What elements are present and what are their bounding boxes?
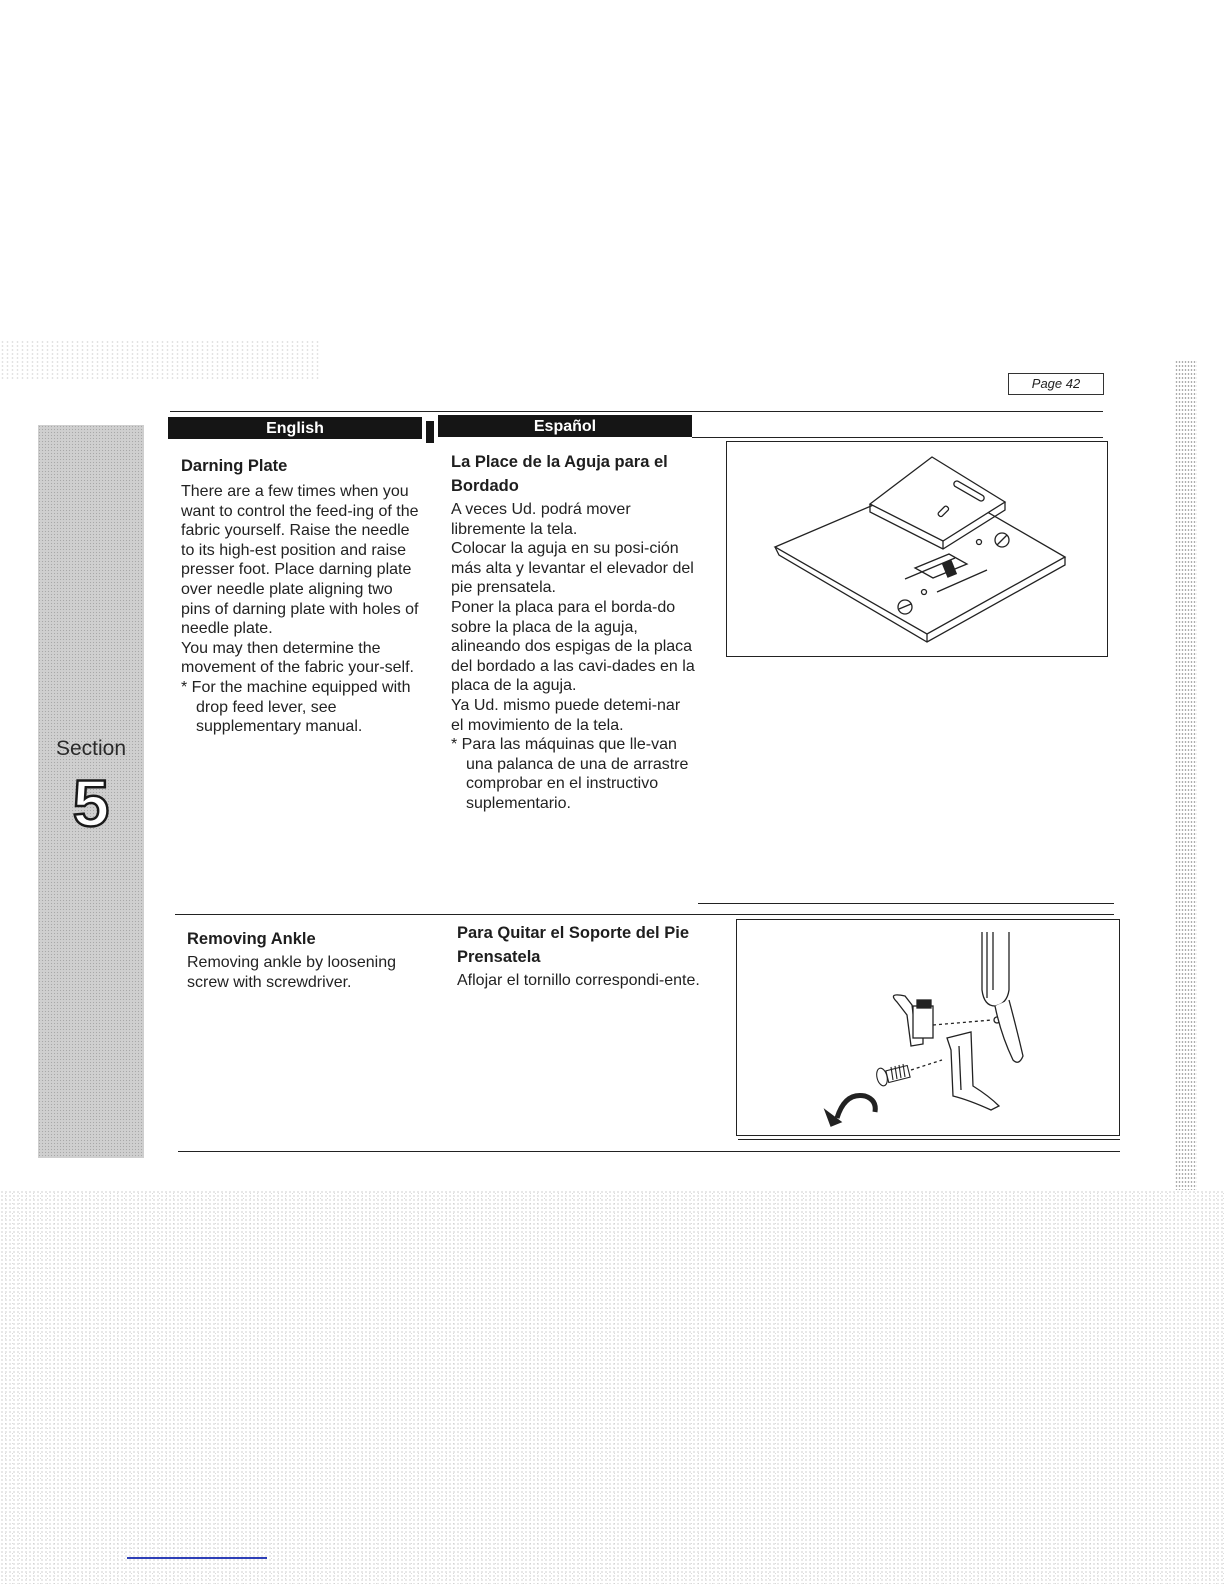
- darning-spanish-column: [451, 450, 696, 814]
- darning-es-title: La Place de la Aguja para el Bordado: [451, 453, 668, 495]
- bottom-rule-1: [738, 1139, 1120, 1140]
- presser-foot-figure: [736, 919, 1120, 1136]
- darning-plate-figure: [726, 441, 1108, 657]
- divider-rule-1: [698, 903, 1114, 904]
- darning-english-column: [181, 454, 426, 737]
- darning-es-body: A veces Ud. podrá mover libremente la tela.: [451, 501, 631, 538]
- section-number: 5: [72, 766, 110, 840]
- darning-es-body2: Colocar la aguja en su posi-ción más alta y levantar el elevador del pie prensatela.: [451, 540, 694, 597]
- darning-plate-illustration: [727, 442, 1107, 656]
- scan-noise-top: [0, 340, 320, 380]
- ankle-spanish-column: [457, 921, 702, 991]
- ankle-en-title: Removing Ankle: [187, 930, 316, 948]
- tab-rule: [692, 437, 1103, 438]
- footer-blue-line: [127, 1557, 267, 1559]
- scan-noise-edge: [1175, 360, 1197, 1190]
- darning-es-body4: Ya Ud. mismo puede detemi-nar el movimiento de la tela.: [451, 696, 681, 734]
- darning-en-note: * For the machine equipped with drop feed lever, see supplementary manual.: [181, 678, 411, 736]
- ankle-es-title: Para Quitar el Soporte del Pie Prensatela: [457, 924, 689, 966]
- darning-es-body3: Poner la placa para el borda-do sobre la placa de la aguja, alineando dos espigas de la placa del bordado a las cavi-dades en la placa de la aguja.: [451, 598, 695, 695]
- darning-en-body: There are a few times when you want to control the feed-ing of the fabric yourself. Raise the needle to its high-est position and raise presser foot. Place darning plate over needle plate aligning two pins of darning plate with holes of needle plate.: [181, 483, 419, 638]
- ankle-en-body: Removing ankle by loosening screw with screwdriver.: [187, 954, 397, 991]
- scan-noise-bottom: [0, 1190, 1224, 1584]
- ankle-es-body: Aflojar el tornillo correspondi-ente.: [457, 972, 700, 989]
- tab-separator: [426, 421, 434, 443]
- darning-en-title: Darning Plate: [181, 457, 288, 475]
- page-number: Page 42: [1008, 373, 1104, 395]
- ankle-english-column: [187, 927, 432, 992]
- presser-foot-illustration: [737, 920, 1119, 1135]
- header-rule: [170, 411, 1103, 412]
- darning-es-note: * Para las máquinas que lle-van una palanca de una de arrastre comprobar en el instructivo suplementario.: [451, 736, 689, 812]
- bottom-rule-2: [178, 1151, 1120, 1152]
- darning-en-body2: You may then determine the movement of the fabric your-self.: [181, 639, 414, 677]
- tab-english: English: [168, 417, 422, 439]
- tab-spanish: Español: [438, 415, 692, 437]
- section-label: Section: [55, 737, 127, 760]
- divider-rule-2: [175, 914, 1114, 915]
